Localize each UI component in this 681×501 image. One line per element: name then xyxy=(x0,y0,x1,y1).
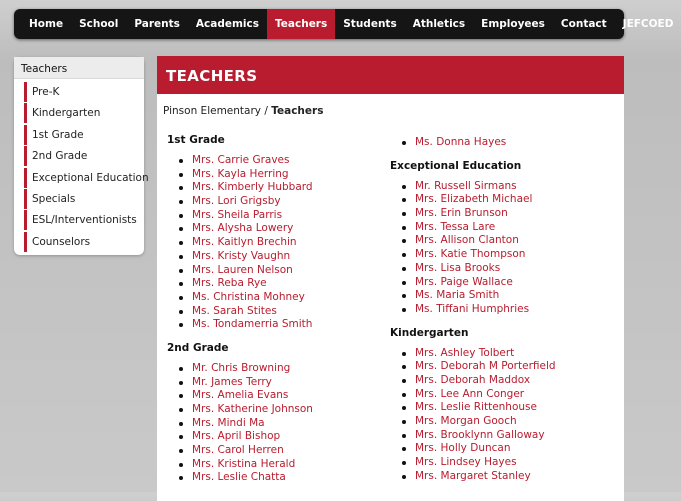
breadcrumb-separator: / xyxy=(261,105,272,117)
sidebar-item-exceptional-education[interactable]: Exceptional Education xyxy=(24,168,144,188)
teacher-link[interactable]: Mrs. Katherine Johnson xyxy=(167,403,313,417)
teacher-link[interactable]: Ms. Christina Mohney xyxy=(167,291,313,305)
teacher-link[interactable]: Mrs. Lisa Brooks xyxy=(390,262,556,276)
teacher-link[interactable]: Mrs. Carol Herren xyxy=(167,444,313,458)
teacher-link[interactable]: Mrs. Erin Brunson xyxy=(390,207,556,221)
sidebar-item-esl-interventionists[interactable]: ESL/Interventionists xyxy=(24,210,144,230)
sidebar-title: Teachers xyxy=(14,57,144,79)
sidebar-item-kindergarten[interactable]: Kindergarten xyxy=(24,103,144,123)
teacher-link[interactable]: Mrs. Lee Ann Conger xyxy=(390,388,556,402)
teacher-link[interactable]: Mrs. Lori Grigsby xyxy=(167,195,313,209)
teacher-link[interactable]: Ms. Tiffani Humphries xyxy=(390,303,556,317)
nav-students[interactable]: Students xyxy=(343,18,397,30)
top-nav xyxy=(14,9,674,39)
sidebar-list xyxy=(14,79,149,252)
teacher-link[interactable]: Mrs. Amelia Evans xyxy=(167,389,313,403)
teacher-link[interactable]: Mrs. Morgan Gooch xyxy=(390,415,556,429)
section-title-kindergarten: Kindergarten xyxy=(390,326,469,339)
teacher-link[interactable]: Mrs. Tessa Lare xyxy=(390,221,556,235)
nav-parents[interactable]: Parents xyxy=(134,18,180,30)
page-title: TEACHERS xyxy=(157,56,624,94)
teacher-link[interactable]: Mrs. Lauren Nelson xyxy=(167,264,313,278)
section-title-exceptional-education: Exceptional Education xyxy=(390,159,522,172)
teacher-link[interactable]: Mrs. Paige Wallace xyxy=(390,276,556,290)
teacher-link[interactable]: Mr. James Terry xyxy=(167,376,313,390)
teacher-link[interactable]: Mrs. Carrie Graves xyxy=(167,154,313,168)
teacher-list xyxy=(167,154,313,332)
teacher-link[interactable]: Mrs. Kimberly Hubbard xyxy=(167,181,313,195)
teacher-link[interactable]: Mrs. Mindi Ma xyxy=(167,417,313,431)
sidebar-item-1st-grade[interactable]: 1st Grade xyxy=(24,125,144,145)
teacher-link[interactable]: Mrs. Kristina Herald xyxy=(167,458,313,472)
teacher-link[interactable]: Mrs. April Bishop xyxy=(167,430,313,444)
teacher-link[interactable]: Mrs. Holly Duncan xyxy=(390,442,556,456)
teacher-link[interactable]: Mrs. Deborah M Porterfield xyxy=(390,360,556,374)
breadcrumb-current: Teachers xyxy=(271,105,324,117)
nav-home[interactable]: Home xyxy=(29,18,64,30)
teacher-link[interactable]: Mrs. Sheila Parris xyxy=(167,209,313,223)
teacher-link[interactable]: Mrs. Alysha Lowery xyxy=(167,222,313,236)
teacher-link[interactable]: Mr. Russell Sirmans xyxy=(390,180,556,194)
nav-employees[interactable]: Employees xyxy=(481,18,545,30)
nav-athletics[interactable]: Athletics xyxy=(412,18,466,30)
right-column xyxy=(390,136,556,483)
teacher-link[interactable]: Mrs. Reba Rye xyxy=(167,277,313,291)
teacher-list xyxy=(390,180,556,317)
nav-academics[interactable]: Academics xyxy=(195,18,260,30)
teacher-link[interactable]: Mrs. Brooklynn Galloway xyxy=(390,429,556,443)
teacher-link[interactable]: Mrs. Kaitlyn Brechin xyxy=(167,236,313,250)
teacher-link[interactable]: Mrs. Elizabeth Michael xyxy=(390,193,556,207)
teacher-link[interactable]: Mrs. Leslie Rittenhouse xyxy=(390,401,556,415)
breadcrumb xyxy=(157,94,624,117)
nav-contact[interactable]: Contact xyxy=(560,18,607,30)
nav-teachers[interactable]: Teachers xyxy=(267,9,335,39)
teacher-link[interactable]: Mrs. Leslie Chatta xyxy=(167,471,313,485)
main-content xyxy=(157,56,624,501)
teacher-link[interactable]: Mrs. Kristy Vaughn xyxy=(167,250,313,264)
teacher-link[interactable]: Mrs. Katie Thompson xyxy=(390,248,556,262)
nav-school[interactable]: School xyxy=(79,18,119,30)
teacher-link[interactable]: Mr. Chris Browning xyxy=(167,362,313,376)
teacher-link[interactable]: Mrs. Kayla Herring xyxy=(167,168,313,182)
section-title-2nd-grade: 2nd Grade xyxy=(167,341,229,354)
teacher-link[interactable]: Mrs. Deborah Maddox xyxy=(390,374,556,388)
section-title-1st-grade: 1st Grade xyxy=(167,134,225,146)
teacher-link[interactable]: Mrs. Lindsey Hayes xyxy=(390,456,556,470)
teacher-list xyxy=(390,136,556,150)
sidebar xyxy=(14,57,149,255)
sidebar-item-counselors[interactable]: Counselors xyxy=(24,232,144,252)
teacher-list xyxy=(167,362,313,485)
left-column xyxy=(167,134,313,485)
teacher-link[interactable]: Ms. Maria Smith xyxy=(390,289,556,303)
teacher-link[interactable]: Mrs. Margaret Stanley xyxy=(390,470,556,484)
sidebar-item-pre-k[interactable]: Pre-K xyxy=(24,82,144,102)
teacher-link[interactable]: Ms. Donna Hayes xyxy=(390,136,556,150)
teacher-link[interactable]: Mrs. Allison Clanton xyxy=(390,234,556,248)
teacher-link[interactable]: Ms. Sarah Stites xyxy=(167,305,313,319)
sidebar-item-specials[interactable]: Specials xyxy=(24,189,144,209)
breadcrumb-parent[interactable]: Pinson Elementary xyxy=(163,105,261,117)
teacher-link[interactable]: Ms. Tondamerria Smith xyxy=(167,318,313,332)
teacher-list xyxy=(390,347,556,484)
nav-jefcoed[interactable]: JEFCOED xyxy=(622,18,674,30)
sidebar-item-2nd-grade[interactable]: 2nd Grade xyxy=(24,146,144,166)
teacher-link[interactable]: Mrs. Ashley Tolbert xyxy=(390,347,556,361)
